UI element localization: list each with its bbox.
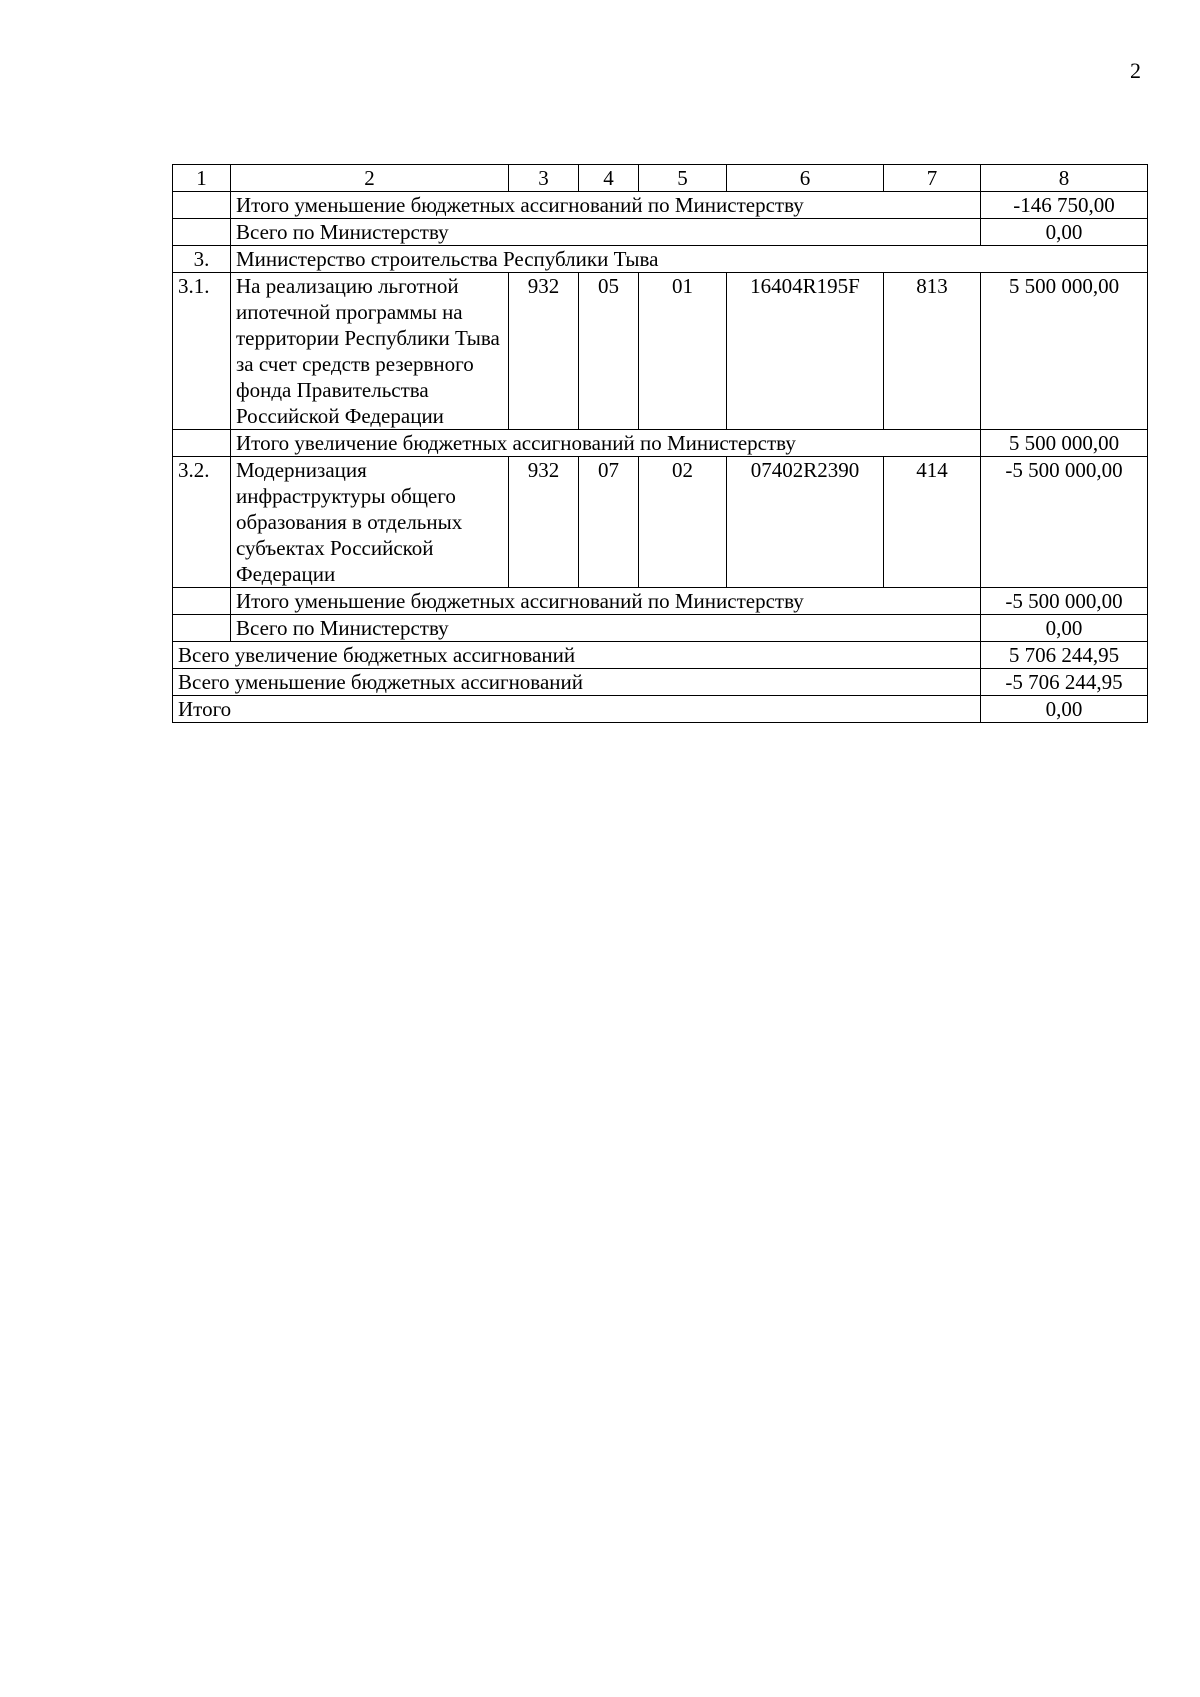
row-text: Итого уменьшение бюджетных ассигнований по Министерству xyxy=(231,588,981,615)
empty-cell xyxy=(173,219,231,246)
empty-cell xyxy=(173,615,231,642)
row-number: 3.1. xyxy=(173,273,231,430)
total-sum: 0,00 xyxy=(981,696,1148,723)
row-col3: 932 xyxy=(509,457,579,588)
table-row xyxy=(173,430,1148,457)
row-sum: -146 750,00 xyxy=(981,192,1148,219)
empty-cell xyxy=(173,192,231,219)
total-sum: 5 706 244,95 xyxy=(981,642,1148,669)
header-cell: 3 xyxy=(509,165,579,192)
empty-cell xyxy=(173,588,231,615)
total-sum: -5 706 244,95 xyxy=(981,669,1148,696)
row-sum: 5 500 000,00 xyxy=(981,273,1148,430)
empty-cell xyxy=(173,430,231,457)
total-text: Всего увеличение бюджетных ассигнований xyxy=(173,642,981,669)
row-text: Итого уменьшение бюджетных ассигнований по Министерству xyxy=(231,192,981,219)
row-number: 3.2. xyxy=(173,457,231,588)
total-text: Всего уменьшение бюджетных ассигнований xyxy=(173,669,981,696)
header-cell: 4 xyxy=(579,165,639,192)
table-row xyxy=(173,696,1148,723)
row-col6: 16404R195F xyxy=(727,273,884,430)
row-number: 3. xyxy=(173,246,231,273)
table-row xyxy=(173,273,1148,430)
row-sum: 0,00 xyxy=(981,615,1148,642)
header-cell: 1 xyxy=(173,165,231,192)
table-row xyxy=(173,192,1148,219)
total-text: Итого xyxy=(173,696,981,723)
row-sum: -5 500 000,00 xyxy=(981,588,1148,615)
table-row xyxy=(173,642,1148,669)
page-number: 2 xyxy=(1130,58,1141,83)
row-col7: 414 xyxy=(884,457,981,588)
row-text: Модернизация инфраструктуры общего образования в отдельных субъектах Российской Федерации xyxy=(231,457,509,588)
row-text: Итого увеличение бюджетных ассигнований по Министерству xyxy=(231,430,981,457)
row-sum: 5 500 000,00 xyxy=(981,430,1148,457)
table-row xyxy=(173,615,1148,642)
row-col4: 05 xyxy=(579,273,639,430)
table-row xyxy=(173,219,1148,246)
header-cell: 6 xyxy=(727,165,884,192)
table-row xyxy=(173,457,1148,588)
row-col7: 813 xyxy=(884,273,981,430)
header-cell: 2 xyxy=(231,165,509,192)
row-text: Всего по Министерству xyxy=(231,219,981,246)
table-row xyxy=(173,669,1148,696)
row-sum: 0,00 xyxy=(981,219,1148,246)
row-col5: 01 xyxy=(639,273,727,430)
row-text: На реализацию льготной ипотечной программы на территории Республики Тыва за счет средств резервного фонда Правительства Российской Федерации xyxy=(231,273,509,430)
table-row xyxy=(173,246,1148,273)
section-title: Министерство строительства Республики Тыва xyxy=(231,246,1148,273)
row-text: Всего по Министерству xyxy=(231,615,981,642)
header-cell: 7 xyxy=(884,165,981,192)
header-cell: 5 xyxy=(639,165,727,192)
header-cell: 8 xyxy=(981,165,1148,192)
budget-table xyxy=(172,164,1148,723)
row-col3: 932 xyxy=(509,273,579,430)
table-header-row xyxy=(173,165,1148,192)
row-col4: 07 xyxy=(579,457,639,588)
row-sum: -5 500 000,00 xyxy=(981,457,1148,588)
table-row xyxy=(173,588,1148,615)
row-col5: 02 xyxy=(639,457,727,588)
row-col6: 07402R2390 xyxy=(727,457,884,588)
